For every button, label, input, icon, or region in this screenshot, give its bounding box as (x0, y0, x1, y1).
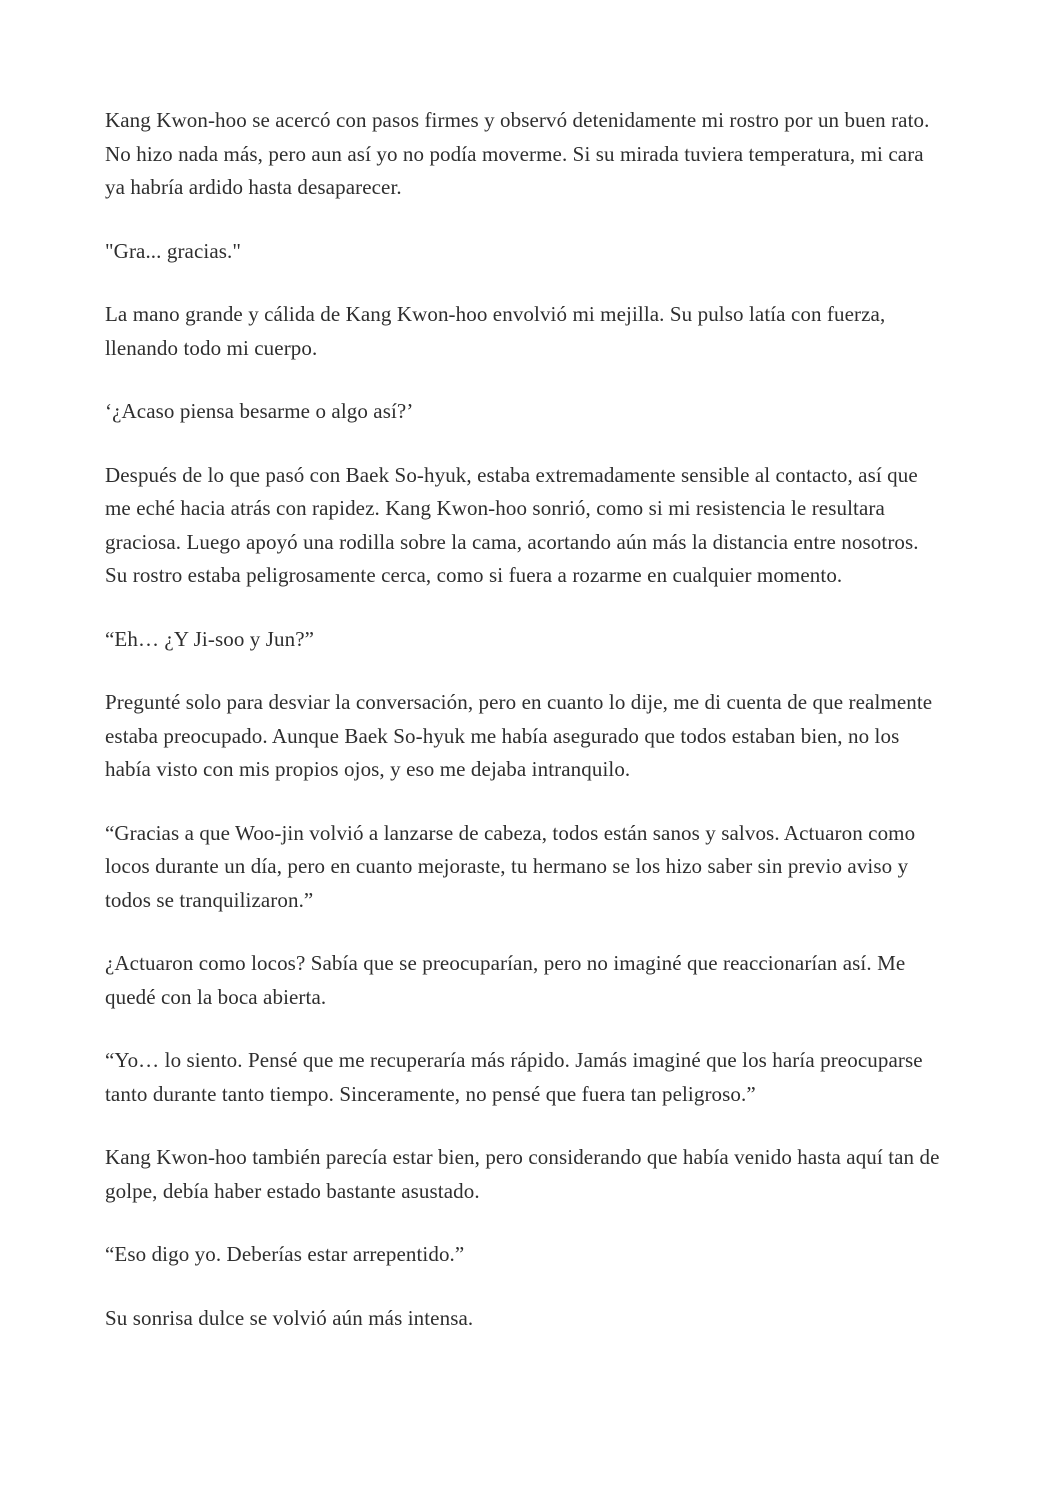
paragraph: "Gra... gracias." (105, 238, 242, 263)
paragraph: “Yo… lo siento. Pensé que me recuperaría más rápido. Jamás imaginé que los haría preocuparse tanto durante tanto tiempo. Sinceramente, no pensé que fuera tan peligroso.” (105, 1048, 923, 1106)
paragraph: Después de lo que pasó con Baek So-hyuk, estaba extremadamente sensible al contacto, así que me eché hacia atrás con rapidez. Kang Kwon-hoo sonrió, como si mi resistencia le resultara graciosa. Luego apoyó una rodilla sobre la cama, acortando aún más la distancia entre nosotros. Su rostro estaba peligrosamente cerca, como si fuera a rozarme en cualquier momento. (105, 462, 919, 587)
paragraph: ‘¿Acaso piensa besarme o algo así?’ (105, 399, 414, 423)
paragraph: “Eso digo yo. Deberías estar arrepentido.” (105, 1242, 465, 1266)
paragraph-container (105, 104, 942, 1335)
paragraph: Kang Kwon-hoo se acercó con pasos firmes y observó detenidamente mi rostro por un buen rato. No hizo nada más, pero aun así yo no podía moverme. Si su mirada tuviera temperatura, mi cara ya habría ardido hasta desaparecer. (105, 108, 930, 199)
paragraph: ¿Actuaron como locos? Sabía que se preocuparían, pero no imaginé que reaccionarían así. Me quedé con la boca abierta. (105, 951, 906, 1009)
paragraph: Kang Kwon-hoo también parecía estar bien, pero considerando que había venido hasta aquí tan de golpe, debía haber estado bastante asustado. (105, 1145, 940, 1203)
paragraph: “Eh… ¿Y Ji-soo y Jun?” (105, 626, 315, 651)
paragraph: Pregunté solo para desviar la conversación, pero en cuanto lo dije, me di cuenta de que realmente estaba preocupado. Aunque Baek So-hyuk me había asegurado que todos estaban bien, no los había visto con mis propios ojos, y eso me dejaba intranquilo. (105, 690, 933, 781)
paragraph: La mano grande y cálida de Kang Kwon-hoo envolvió mi mejilla. Su pulso latía con fuerza, llenando todo mi cuerpo. (105, 302, 886, 360)
paragraph: Su sonrisa dulce se volvió aún más intensa. (105, 1305, 474, 1330)
paragraph: “Gracias a que Woo-jin volvió a lanzarse de cabeza, todos están sanos y salvos. Actuaron como locos durante un día, pero en cuanto mejoraste, tu hermano se los hizo saber sin previo aviso y todos se tranquilizaron.” (105, 820, 916, 912)
